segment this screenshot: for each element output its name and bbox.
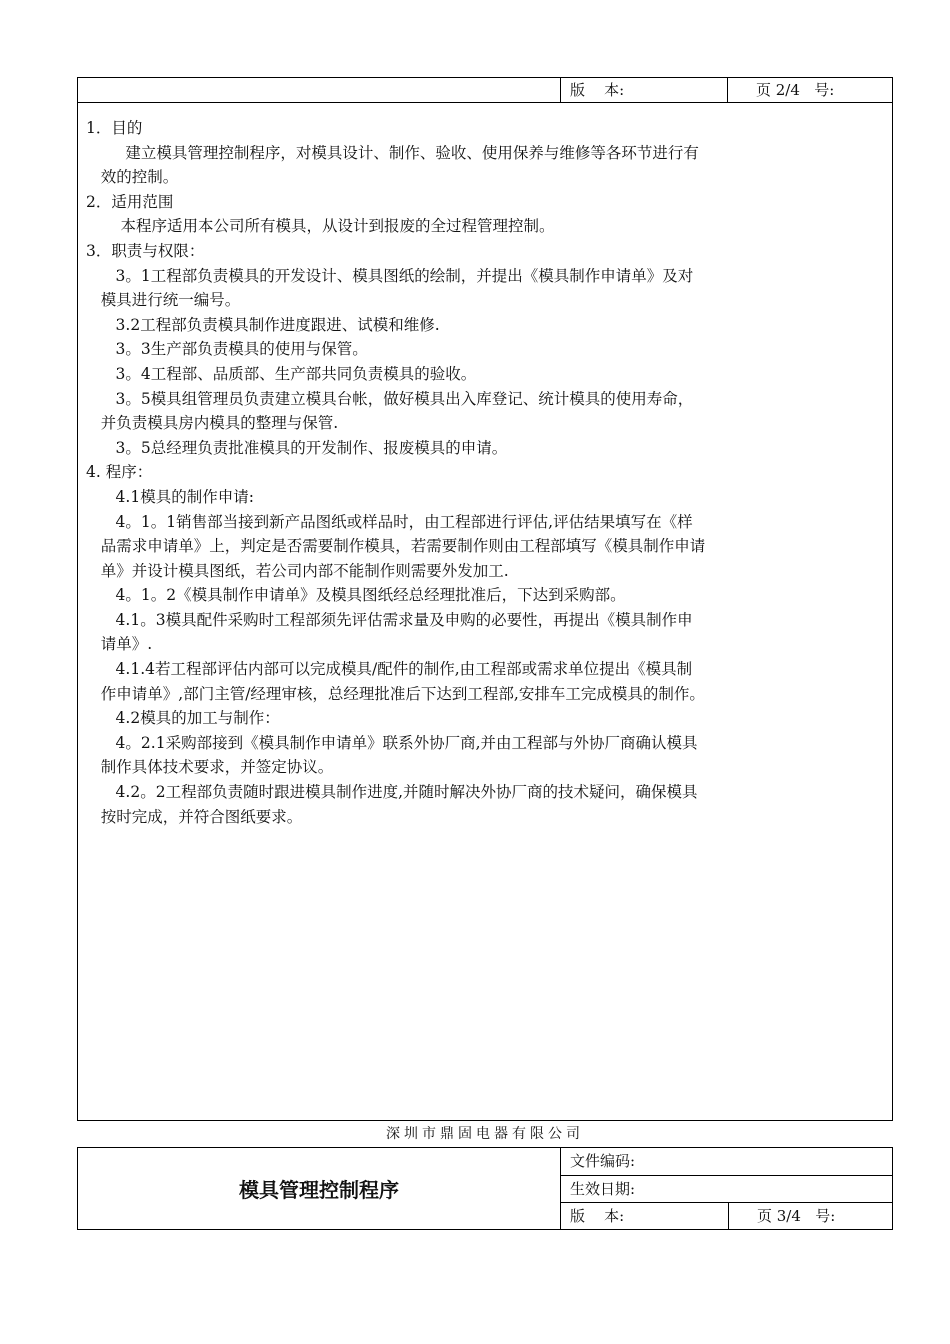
- header-table-top: [77, 77, 893, 103]
- content-line: 单》并设计模具图纸，若公司内部不能制作则需要外发加工.: [86, 561, 509, 580]
- content-line: 并负责模具房内模具的整理与保管.: [86, 414, 339, 433]
- content-line: 3。4工程部、品质部、生产部共同负责模具的验收。: [86, 364, 477, 383]
- content-line: 4。1。1销售部当接到新产品图纸或样品时，由工程部进行评估,评估结果填写在《样: [86, 512, 693, 531]
- content-line: 模具进行统一编号。: [86, 291, 241, 310]
- company-name: 深圳市鼎固电器有限公司: [386, 1126, 584, 1142]
- content-line: 4.2。2工程部负责随时跟进模具制作进度,并随时解决外协厂商的技术疑问，确保模具: [86, 783, 698, 802]
- content-line: 4. 程序：: [86, 463, 153, 482]
- content-line: 3。5总经理负责批准模具的开发制作、报废模具的申请。: [86, 438, 508, 457]
- content-line: 4。2.1采购部接到《模具制作申请单》联系外协厂商,并由工程部与外协厂商确认模具: [86, 733, 698, 752]
- effective-date-row: [561, 1175, 892, 1202]
- content-line: 3。5模具组管理员负责建立模具台帐，做好模具出入库登记、统计模具的使用寿命，: [86, 389, 694, 408]
- content-line: 4.1。3模具配件采购时工程部须先评估需求量及申购的必要性，再提出《模具制作申: [86, 610, 693, 629]
- content-line: 3．职责与权限：: [86, 241, 205, 260]
- content-line: 按时完成，并符合图纸要求。: [86, 807, 303, 826]
- document-title: 模具管理控制程序: [239, 1178, 399, 1202]
- content-line: 制作具体技术要求，并签定协议。: [86, 758, 334, 777]
- content-line: 4.2模具的加工与制作：: [86, 709, 280, 728]
- content-box: [77, 102, 893, 1121]
- version-cell: [560, 78, 727, 102]
- content-line: 4.1.4若工程部评估内部可以完成模具/配件的制作,由工程部或需求单位提出《模具制: [86, 660, 693, 679]
- footer-table: [77, 1147, 893, 1230]
- procedure-content: [86, 116, 882, 829]
- version-label: 版 本:: [570, 81, 625, 99]
- content-line: 2．适用范围: [86, 192, 174, 211]
- content-line: 作申请单》,部门主管/经理审核，总经理批准后下达到工程部,安排车工完成模具的制作。: [86, 684, 705, 703]
- content-line: 1．目的: [86, 119, 143, 137]
- content-line: 3。3生产部负责模具的使用与保管。: [86, 340, 368, 359]
- version-page-row: [561, 1202, 892, 1229]
- effective-date-label: 生效日期:: [570, 1180, 636, 1198]
- page-label: 页 2/4 号:: [756, 81, 835, 99]
- content-line: 请单》.: [86, 635, 153, 654]
- content-line: 本程序适用本公司所有模具，从设计到报废的全过程管理控制。: [86, 217, 555, 236]
- footer-info: [560, 1148, 892, 1229]
- footer-version-label: 版 本:: [570, 1207, 625, 1225]
- doc-code-label: 文件编码:: [570, 1152, 636, 1170]
- content-line: 建立模具管理控制程序，对模具设计、制作、验收、使用保养与维修等各环节进行有: [86, 143, 699, 162]
- content-line: 4.1模具的制作申请:: [86, 487, 254, 506]
- content-line: 品需求申请单》上，判定是否需要制作模具，若需要制作则由工程部填写《模具制作申请: [86, 537, 706, 556]
- doc-code-row: [561, 1148, 892, 1175]
- content-line: 4。1。2《模具制作申请单》及模具图纸经总经理批准后，下达到采购部。: [86, 586, 626, 605]
- content-line: 3.2工程部负责模具制作进度跟进、试模和维修.: [86, 315, 440, 334]
- content-line: 效的控制。: [86, 168, 179, 187]
- content-line: 3。1工程部负责模具的开发设计、模具图纸的绘制，并提出《模具制作申请单》及对: [86, 266, 694, 285]
- footer-page-label: 页 3/4 号:: [728, 1203, 893, 1229]
- page-number-cell: [727, 78, 892, 102]
